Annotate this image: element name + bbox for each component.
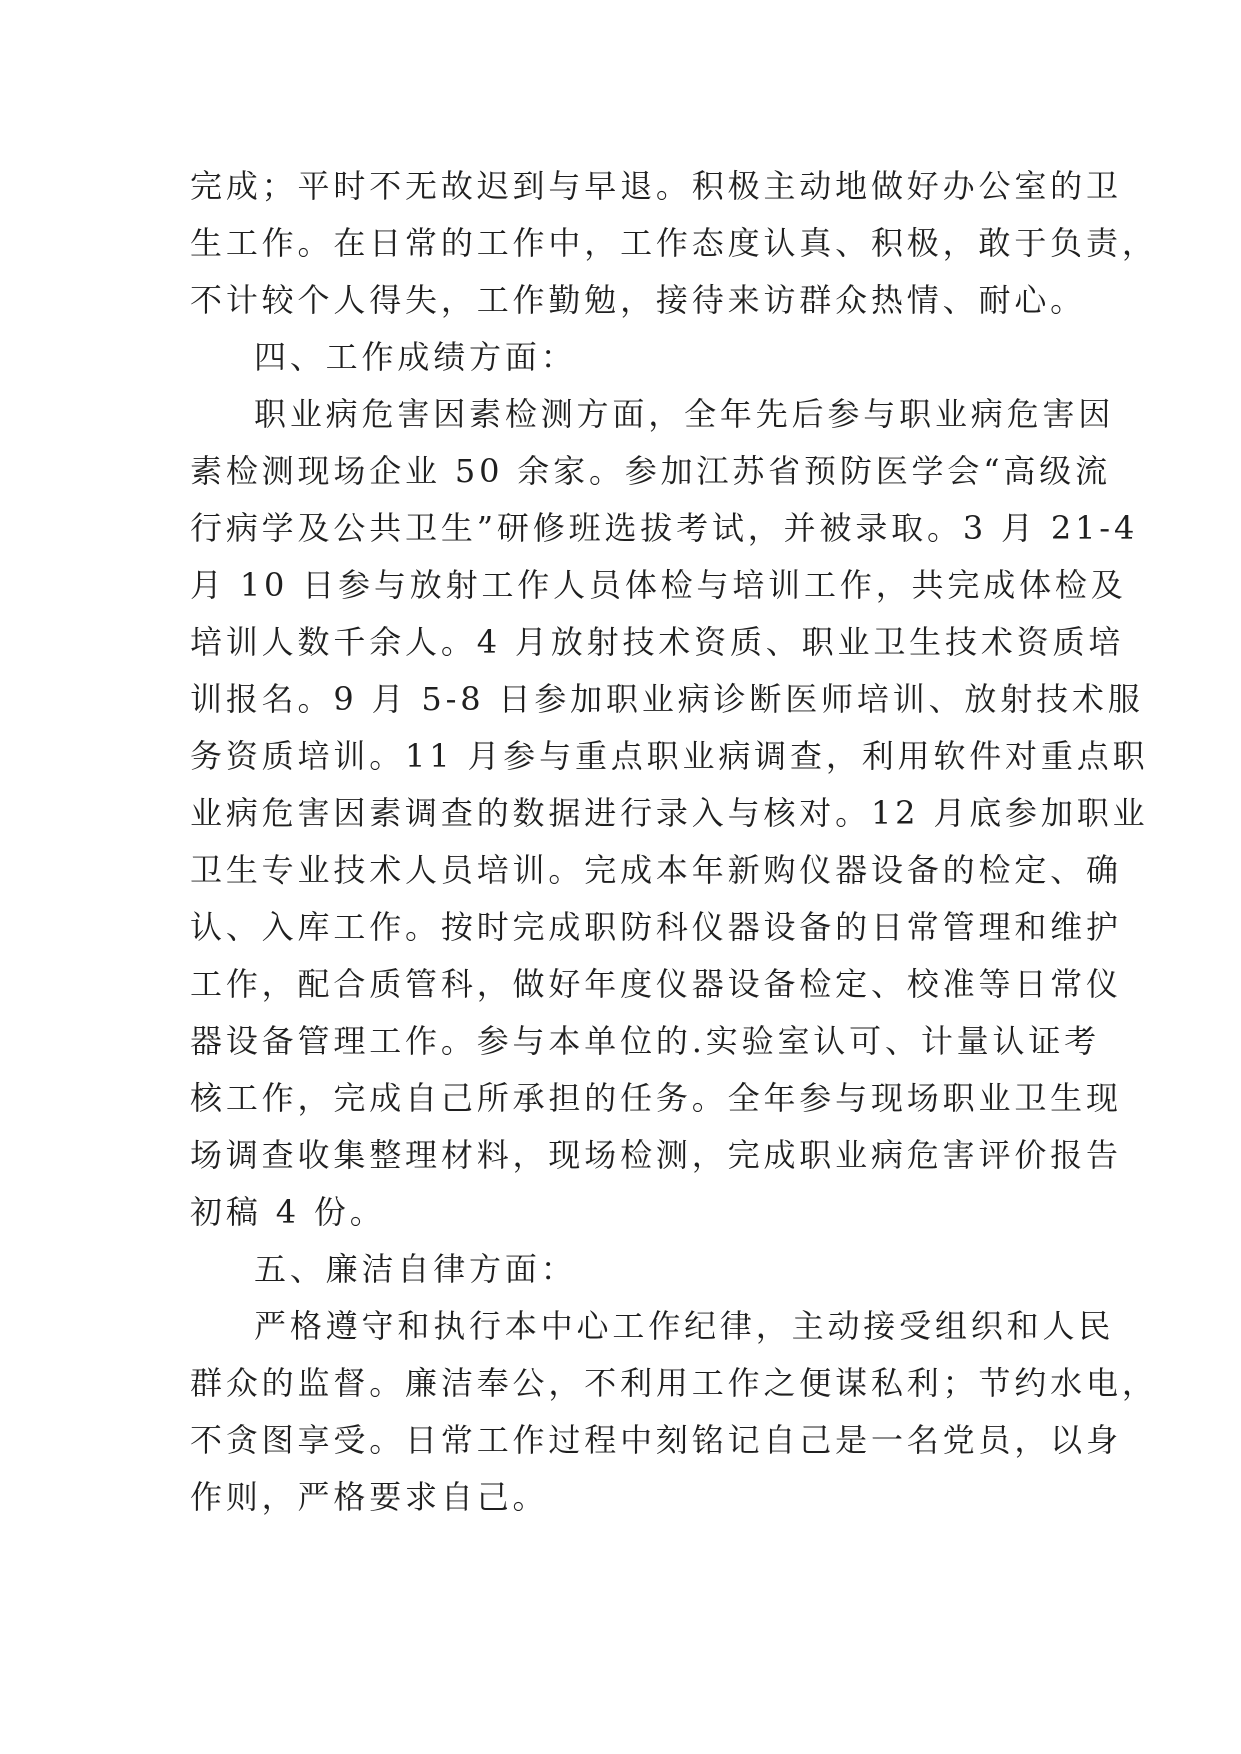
text-line: 月 10 日参与放射工作人员体检与培训工作，共完成体检及 bbox=[190, 566, 1127, 604]
text-line: 五、廉洁自律方面： bbox=[254, 1250, 577, 1288]
text-line: 严格遵守和执行本中心工作纪律，主动接受组织和人民 bbox=[254, 1307, 1115, 1345]
text-line: 器设备管理工作。参与本单位的.实验室认可、计量认证考 bbox=[190, 1022, 1101, 1060]
text-line: 卫生专业技术人员培训。完成本年新购仪器设备的检定、确 bbox=[190, 851, 1122, 889]
text-line: 培训人数千余人。4 月放射技术资质、职业卫生技术资质培 bbox=[190, 623, 1125, 661]
text-line: 生工作。在日常的工作中，工作态度认真、积极，敢于负责， bbox=[190, 224, 1158, 262]
text-line: 认、入库工作。按时完成职防科仪器设备的日常管理和维护 bbox=[190, 908, 1122, 946]
text-line: 训报名。9 月 5-8 日参加职业病诊断医师培训、放射技术服 bbox=[190, 680, 1144, 718]
text-line: 行病学及公共卫生”研修班选拔考试，并被录取。3 月 21-4 bbox=[190, 509, 1139, 547]
text-line: 初稿 4 份。 bbox=[190, 1193, 386, 1231]
text-line: 素检测现场企业 50 余家。参加江苏省预防医学会“高级流 bbox=[190, 452, 1111, 490]
text-line: 职业病危害因素检测方面，全年先后参与职业病危害因 bbox=[254, 395, 1115, 433]
text-line: 完成；平时不无故迟到与早退。积极主动地做好办公室的卫 bbox=[190, 167, 1122, 205]
text-line: 务资质培训。11 月参与重点职业病调查，利用软件对重点职 bbox=[190, 737, 1149, 775]
text-line: 群众的监督。廉洁奉公，不利用工作之便谋私利；节约水电， bbox=[190, 1364, 1158, 1402]
text-line: 不贪图享受。日常工作过程中刻铭记自己是一名党员，以身 bbox=[190, 1421, 1122, 1459]
text-line: 业病危害因素调查的数据进行录入与核对。12 月底参加职业 bbox=[190, 794, 1149, 832]
text-line: 工作，配合质管科，做好年度仪器设备检定、校准等日常仪 bbox=[190, 965, 1122, 1003]
text-line: 场调查收集整理材料，现场检测，完成职业病危害评价报告 bbox=[190, 1136, 1122, 1174]
text-line: 四、工作成绩方面： bbox=[254, 338, 577, 376]
text-line: 作则，严格要求自己。 bbox=[190, 1478, 549, 1516]
text-line: 核工作，完成自己所承担的任务。全年参与现场职业卫生现 bbox=[190, 1079, 1122, 1117]
text-line: 不计较个人得失，工作勤勉，接待来访群众热情、耐心。 bbox=[190, 281, 1087, 319]
document-body bbox=[190, 158, 1158, 1526]
